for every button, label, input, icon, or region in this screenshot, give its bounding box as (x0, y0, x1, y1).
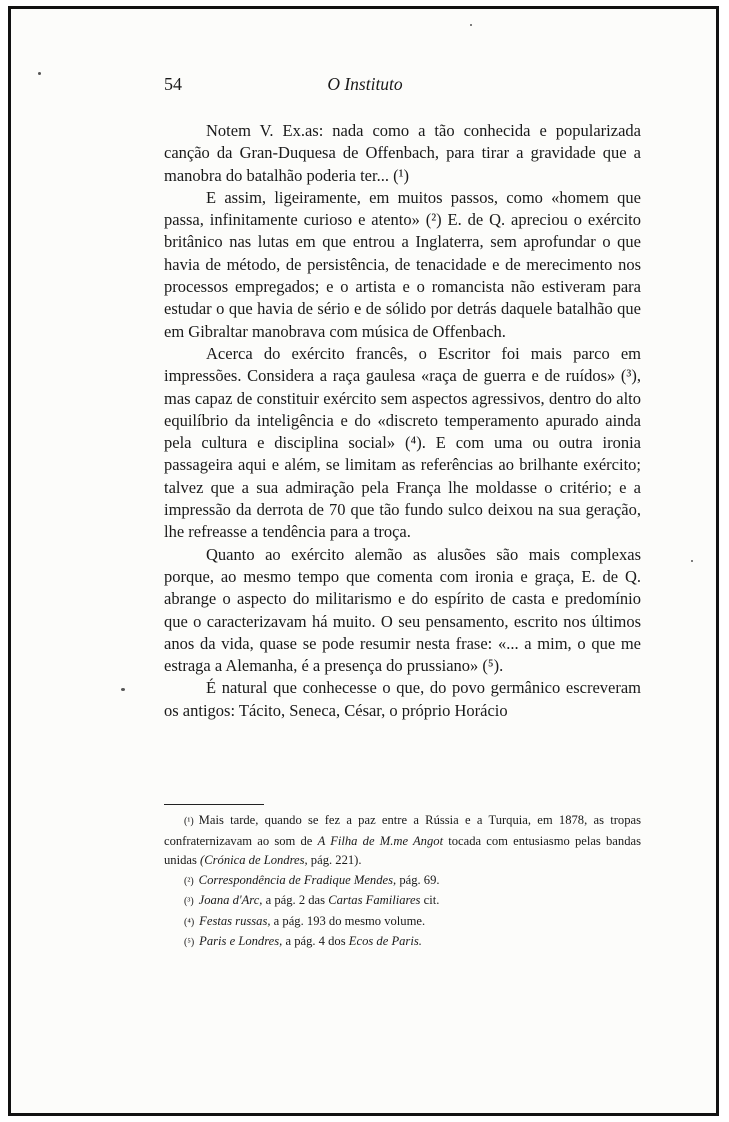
footnote-separator (164, 804, 264, 805)
footnote (164, 891, 641, 912)
page-number: 54 (164, 74, 182, 94)
footnote (164, 811, 641, 871)
footnote-mark: (¹) (184, 816, 194, 827)
footnote-text: pág. 69. (396, 872, 440, 887)
footnote-text: Mais tarde, quando se fez a paz entre a Rússia e a Turquia, em 1878, as tropas confraternizavam ao som de (164, 813, 641, 848)
footnotes (164, 811, 641, 953)
footnote-mark: (³) (184, 896, 194, 907)
footnote (164, 932, 641, 953)
scan-speck (121, 688, 125, 691)
footnote-mark: (⁴) (184, 916, 195, 928)
footnote-text: cit. (420, 893, 440, 907)
paragraph: Acerca do exército francês, o Escritor foi mais parco em impressões. Considera a raça gaulesa «raça de guerra e de ruídos» (³), mas capaz de constituir exército sem aspectos agressivos, dentro do alto equilíbrio da inteligência e do «discreto temperamento apurado ainda pela cultura e disciplina social» (⁴). E com uma ou outra ironia passageira aqui e além, se limitam as referências ao brilhante exército; talvez que a sua admiração pela França lhe moldasse o critério; e a impressão da derrota de 70 que tão fundo sulco deixou na sua geração, lhe refreasse a tendência para a troça. (164, 343, 641, 542)
footnote-text: a pág. 4 dos (282, 934, 349, 948)
scan-speck (470, 24, 472, 26)
footnote-text: a pág. 193 do mesmo volume. (270, 913, 426, 928)
footnote-mark: (⁵) (184, 937, 195, 948)
footnote-text: a pág. 2 das (262, 893, 329, 907)
paragraph: É natural que conhecesse o que, do povo germânico escreveram os antigos: Tácito, Seneca, César, o próprio Horácio (164, 678, 641, 720)
footnote-title: Correspondência de Fradique Mendes, (198, 872, 397, 887)
footnote (164, 912, 641, 933)
scan-speck (691, 560, 693, 562)
scan-speck (38, 72, 41, 75)
footnote-title: Cartas Familiares (328, 893, 421, 907)
footnote-title: (Crónica de Londres, (200, 853, 308, 867)
footnote-title: A Filha de M.me Angot (317, 833, 444, 848)
page-header (164, 74, 566, 100)
footnote (164, 871, 641, 892)
running-title: O Instituto (327, 74, 403, 94)
footnote-mark: (²) (184, 875, 194, 887)
footnote-title: Joana d'Arc, (198, 893, 263, 907)
footnote-title: Ecos de Paris. (348, 934, 422, 948)
paragraph: Quanto ao exército alemão as alusões são mais complexas porque, ao mesmo tempo que comenta com ironia e graça, E. de Q. abrange o aspecto do militarismo e do espírito de casta e predomínio que o caracterizavam há muito. O seu pensamento, escrito nos últimos anos da vida, quase se pode resumir nesta frase: «... a mim, o que me estraga a Alemanha, é a presença do prussiano» (⁵). (164, 544, 641, 676)
footnote-text: pág. 221). (307, 853, 362, 867)
footnote-title: Festas russas, (199, 913, 271, 928)
body-text (164, 120, 641, 722)
paragraph: Notem V. Ex.as: nada como a tão conhecida e popularizada canção da Gran-Duquesa de Offenbach, para tirar a gravidade que a manobra do batalhão poderia ter... (¹) (164, 121, 641, 185)
footnote-text: tocada com entusiasmo pelas bandas unidas (164, 833, 641, 867)
footnote-title: Paris e Londres, (199, 934, 283, 948)
paragraph: E assim, ligeiramente, em muitos passos, como «homem que passa, infinitamente curioso e atento» (²) E. de Q. apreciou o exército britânico nas lutas em que entrou a Inglaterra, sem aprofundar o que havia de método, de persistência, de tenacidade e de merecimento nos processos empregados; e o artista e o romancista não estiveram para estudar o que havia de sério e de sólido por detrás daquele batalhão que em Gibraltar manobrava com música de Offenbach. (164, 187, 641, 341)
